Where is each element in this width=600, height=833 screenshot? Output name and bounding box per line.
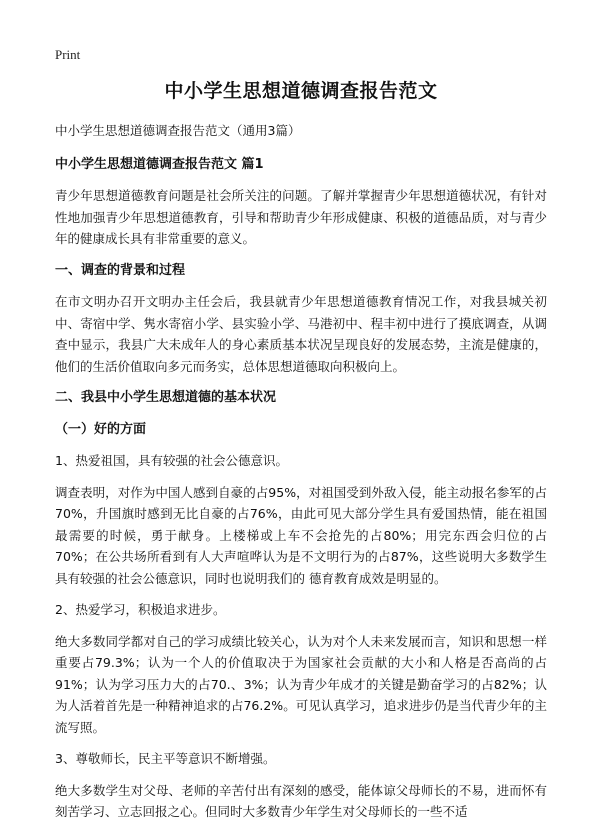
point-heading-respect: 3、尊敬师长，民主平等意识不断增强。: [55, 751, 276, 766]
subsection-heading-good: （一）好的方面: [55, 421, 147, 437]
print-link[interactable]: Print: [55, 47, 81, 62]
point-paragraph-patriotism: 调查表明，对作为中国人感到自豪的占95%，对祖国受到外敌入侵，能主动报名参军的占70%，升国旗时感到无比自豪的占76%，由此可见大部分学生具有爱国热情，能在祖国最需要的时候，勇于献身。上楼梯或上车不会抢先的占80%；用完东西会归位的占70%；在公共场所看到有人大声喧哗认为是不文明行为的占87%，这些说明大多数学生具有较强的社会公德意识，同时也说明我们的 德育教育成效是明显的。: [55, 484, 547, 586]
section-heading-status: 二、我县中小学生思想道德的基本状况: [55, 390, 277, 405]
section-heading-background: 一、调查的背景和过程: [55, 262, 186, 278]
point-paragraph-learning: 绝大多数同学都对自己的学习成绩比较关心，认为对个人未来发展而言，知识和思想一样重要占79.3%；认为一个人的价值取决于为国家社会贡献的大小和人格是否高尚的占91%；认为学习压力大的占70.、3%；认为青少年成才的关键是勤奋学习的占82%；认为人活着首先是一种精神追求的占76.2%。可见认真学习，追求进步仍是当代青少年的主流写照。: [55, 633, 547, 735]
point-heading-patriotism: 1、热爱祖国，具有较强的社会公德意识。: [55, 453, 288, 468]
background-paragraph: 在市文明办召开文明办主任会后，我县就青少年思想道德教育情况工作，对我县城关初中、寄宿中学、隽水寄宿小学、县实验小学、马港初中、程丰初中进行了摸底调查，从调查中显示，我县广大未成年人的身心素质基本状况呈现良好的发展态势，主流是健康的，他们的生活价值取向多元而务实，总体思想道德取向积极向上。: [55, 294, 547, 374]
point-heading-learning: 2、热爱学习，积极追求进步。: [55, 602, 226, 617]
document-title: 中小学生思想道德调查报告范文: [164, 80, 438, 102]
intro-paragraph: 青少年思想道德教育问题是社会所关注的问题。了解并掌握青少年思想道德状况，有针对性地加强青少年思想道德教育，引导和帮助青少年形成健康、积极的道德品质，对与青少年的健康成长具有非常重要的意义。: [55, 188, 547, 246]
document-body: [55, 78, 547, 833]
document-subtitle: 中小学生思想道德调查报告范文（通用3篇）: [55, 123, 301, 138]
point-paragraph-respect: 绝大多数学生对父母、老师的辛苦付出有深刻的感受，能体谅父母师长的不易，进而怀有刻苦学习、立志回报之心。但同时大多数青少年学生对父母师长的一些不适: [55, 782, 547, 819]
article-heading: 中小学生思想道德调查报告范文 篇1: [55, 156, 264, 172]
